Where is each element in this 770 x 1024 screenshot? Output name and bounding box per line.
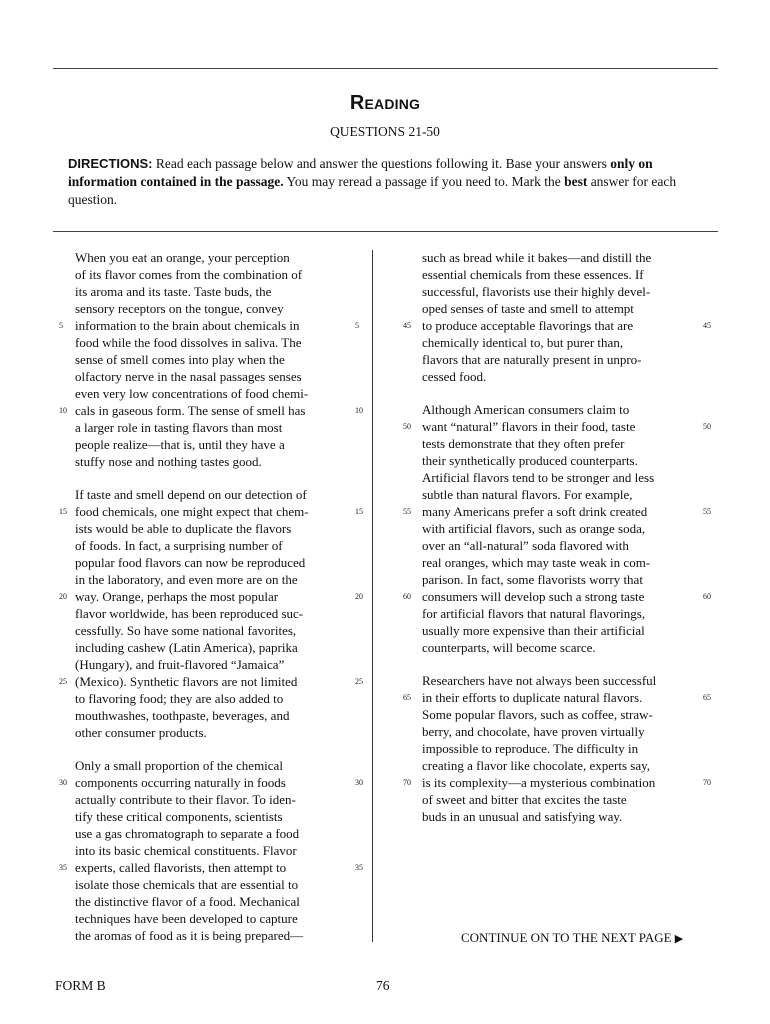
line-number: 5: [59, 321, 63, 330]
passage-line: components occurring naturally in foods: [75, 775, 286, 790]
passage-line: including cashew (Latin America), paprika: [75, 640, 298, 655]
directions-block: [68, 155, 708, 209]
line-number: 70: [703, 778, 711, 787]
passage-line: want “natural” flavors in their food, taste: [422, 419, 636, 434]
passage-line: their synthetically produced counterparts.: [422, 453, 638, 468]
passage-left-column: [75, 249, 350, 944]
passage-line: many Americans prefer a soft drink created: [422, 504, 648, 519]
line-number: 60: [403, 592, 411, 601]
passage-line: of its flavor comes from the combination of: [75, 267, 303, 282]
directions-text-3: answer for each question.: [68, 174, 677, 207]
passage-line: the aromas of food as it is being prepared—: [75, 928, 304, 943]
line-number: 15: [59, 507, 67, 516]
passage-line: information to the brain about chemicals in: [75, 318, 300, 333]
line-number: 10: [59, 406, 67, 415]
section-rule: [53, 231, 718, 232]
passage-line: tests demonstrate that they often prefer: [422, 436, 625, 451]
passage-line: mouthwashes, toothpaste, beverages, and: [75, 708, 290, 723]
passage-line: counterparts, will become scarce.: [422, 640, 596, 655]
line-number: 15: [355, 507, 363, 516]
passage-line: actually contribute to their flavor. To iden-: [75, 792, 296, 807]
directions-text-1: Read each passage below and answer the questions following it. Base your answers: [152, 156, 611, 171]
line-number: 65: [703, 693, 711, 702]
passage-line: essential chemicals from these essences. If: [422, 267, 644, 282]
passage-line: cals in gaseous form. The sense of smell has: [75, 403, 306, 418]
passage-line: food while the food dissolves in saliva. The: [75, 335, 302, 350]
passage-line: its aroma and its taste. Taste buds, the: [75, 284, 272, 299]
page-title: Reading: [349, 92, 421, 114]
passage-line: cessfully. So have some national favorites,: [75, 623, 297, 638]
passage-line: When you eat an orange, your perception: [75, 250, 290, 265]
passage-line: with artificial flavors, such as orange soda,: [422, 521, 646, 536]
passage-line: consumers will develop such a strong taste: [422, 589, 645, 604]
passage-line: of sweet and bitter that excites the taste: [422, 792, 627, 807]
line-number: 45: [703, 321, 711, 330]
passage-line: other consumer products.: [75, 725, 207, 740]
passage-line: a larger role in tasting flavors than most: [75, 420, 283, 435]
passage-right-column: [422, 249, 697, 825]
passage-line: (Mexico). Synthetic flavors are not limited: [75, 674, 298, 689]
passage-line: impossible to reproduce. The difficulty in: [422, 741, 639, 756]
passage-line: in the laboratory, and even more are on the: [75, 572, 298, 587]
line-number: 55: [703, 507, 711, 516]
passage-line: way. Orange, perhaps the most popular: [75, 589, 279, 604]
passage-line: even very low concentrations of food chemi-: [75, 386, 309, 401]
page-number: 76: [376, 978, 390, 993]
directions-bold-2: best: [564, 174, 588, 189]
passage-line: over an “all-natural” soda flavored with: [422, 538, 629, 553]
passage-line: to produce acceptable flavorings that are: [422, 318, 634, 333]
paragraph-gap: [75, 470, 350, 486]
passage-line: subtle than natural flavors. For example,: [422, 487, 633, 502]
line-number: 30: [355, 778, 363, 787]
passage-line: Only a small proportion of the chemical: [75, 758, 283, 773]
passage-line: chemically identical to, but purer than,: [422, 335, 624, 350]
paragraph-gap: [75, 741, 350, 757]
passage-line: experts, called flavorists, then attempt to: [75, 860, 287, 875]
line-number: 20: [59, 592, 67, 601]
passage-line: successful, flavorists use their highly devel-: [422, 284, 651, 299]
passage-line: ists would be able to duplicate the flavors: [75, 521, 292, 536]
line-number: 55: [403, 507, 411, 516]
passage-line: flavor worldwide, has been reproduced suc-: [75, 606, 304, 621]
passage-line: food chemicals, one might expect that chem-: [75, 504, 309, 519]
column-divider: [372, 250, 373, 942]
line-number: 35: [59, 863, 67, 872]
passage-line: Although American consumers claim to: [422, 402, 630, 417]
passage-line: popular food flavors can now be reproduced: [75, 555, 306, 570]
passage-line: oped senses of taste and smell to attempt: [422, 301, 634, 316]
continue-arrow-icon: ▶: [674, 932, 684, 945]
paragraph-gap: [422, 385, 697, 401]
passage-line: to flavoring food; they are also added to: [75, 691, 284, 706]
line-number: 50: [703, 422, 711, 431]
line-number: 50: [403, 422, 411, 431]
passage-line: isolate those chemicals that are essential to: [75, 877, 299, 892]
line-number: 25: [355, 677, 363, 686]
continue-notice: [461, 930, 683, 946]
passage-line: parison. In fact, some flavorists worry that: [422, 572, 643, 587]
line-number: 45: [403, 321, 411, 330]
passage-line: tify these critical components, scientists: [75, 809, 283, 824]
passage-line: techniques have been developed to capture: [75, 911, 298, 926]
passage-line: use a gas chromatograph to separate a food: [75, 826, 300, 841]
passage-line: olfactory nerve in the nasal passages senses: [75, 369, 302, 384]
continue-text: CONTINUE ON TO THE NEXT PAGE: [461, 930, 672, 945]
passage-line: Artificial flavors tend to be stronger and less: [422, 470, 655, 485]
line-number: 10: [355, 406, 363, 415]
passage-line: berry, and chocolate, have proven virtually: [422, 724, 645, 739]
line-number: 20: [355, 592, 363, 601]
passage-line: cessed food.: [422, 369, 487, 384]
paragraph-gap: [422, 656, 697, 672]
passage-line: real oranges, which may taste weak in com-: [422, 555, 651, 570]
passage-line: usually more expensive than their artificial: [422, 623, 645, 638]
passage-line: into its basic chemical constituents. Flavor: [75, 843, 297, 858]
directions-label: DIRECTIONS:: [68, 156, 153, 171]
passage-line: sense of smell comes into play when the: [75, 352, 285, 367]
passage-line: creating a flavor like chocolate, experts say,: [422, 758, 650, 773]
form-label: FORM B: [55, 978, 106, 993]
line-number: 65: [403, 693, 411, 702]
top-rule: [53, 68, 718, 69]
passage-line: is its complexity—a mysterious combination: [422, 775, 656, 790]
passage-line: stuffy nose and nothing tastes good.: [75, 454, 262, 469]
passage-line: people realize—that is, until they have a: [75, 437, 285, 452]
line-number: 35: [355, 863, 363, 872]
passage-line: in their efforts to duplicate natural flavors.: [422, 690, 643, 705]
directions-text-2: You may reread a passage if you need to. Mark the: [283, 174, 565, 189]
line-number: 25: [59, 677, 67, 686]
passage-line: If taste and smell depend on our detection of: [75, 487, 307, 502]
passage-line: such as bread while it bakes—and distill the: [422, 250, 652, 265]
passage-line: flavors that are naturally present in unpro-: [422, 352, 642, 367]
passage-line: for artificial flavors that natural flavorings,: [422, 606, 646, 621]
passage-line: Researchers have not always been successful: [422, 673, 657, 688]
line-number: 60: [703, 592, 711, 601]
passage-line: (Hungary), and fruit-flavored “Jamaica”: [75, 657, 285, 672]
line-number: 70: [403, 778, 411, 787]
directions-bold-1: only on information contained in the passage.: [68, 156, 653, 189]
line-number: 30: [59, 778, 67, 787]
passage-line: of foods. In fact, a surprising number of: [75, 538, 283, 553]
passage-line: sensory receptors on the tongue, convey: [75, 301, 284, 316]
passage-line: Some popular flavors, such as coffee, straw-: [422, 707, 653, 722]
line-number: 5: [355, 321, 359, 330]
passage-line: the distinctive flavor of a food. Mechanical: [75, 894, 300, 909]
questions-range: QUESTIONS 21-50: [330, 124, 440, 139]
passage-line: buds in an unusual and satisfying way.: [422, 809, 623, 824]
